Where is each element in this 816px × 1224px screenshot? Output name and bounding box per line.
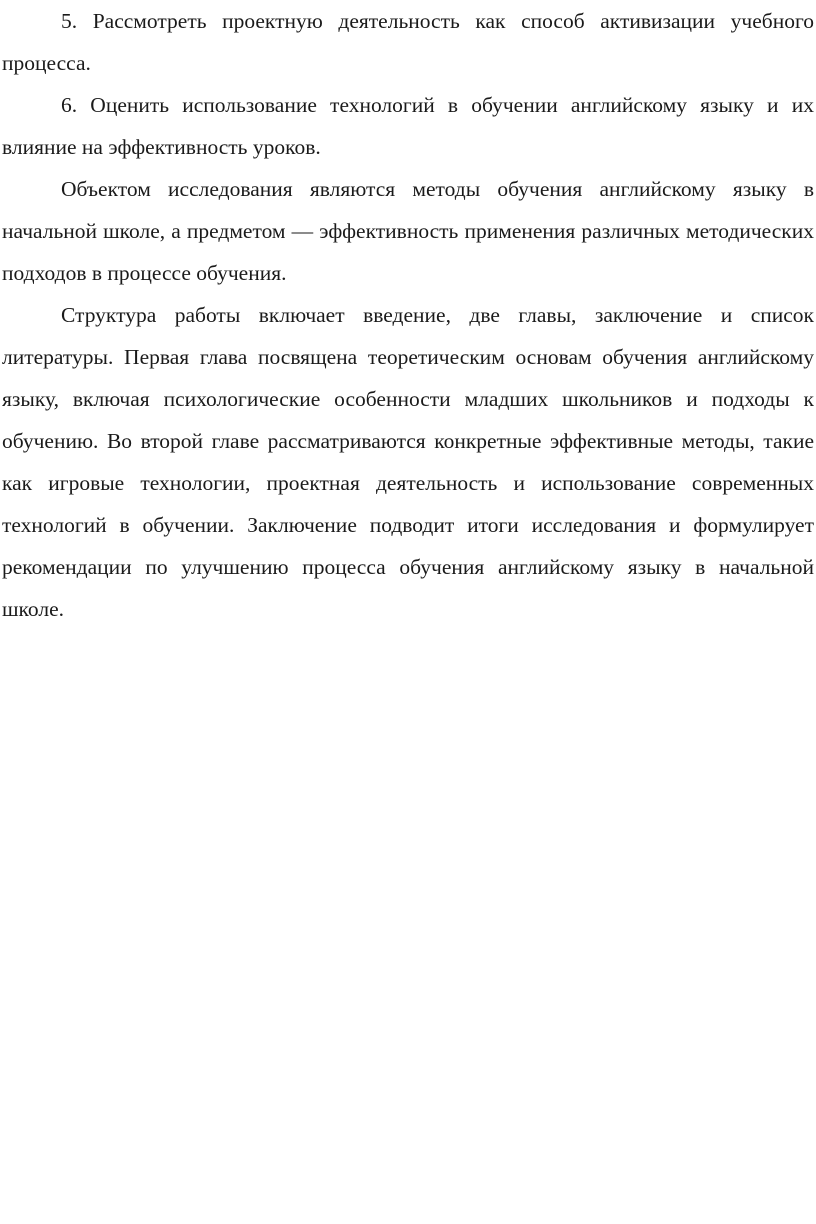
paragraph-structure: Структура работы включает введение, две главы, заключение и список литературы. Первая глава посвящена теоретическим основам обучения английскому языку, включая психологические особенности младших школьников и подходы к обучению. Во второй главе рассматриваются конкретные эффективные методы, такие как игровые технологии, проектная деятельность и использование современных технологий в обучении. Заключение подводит итоги исследования и формулирует рекомендации по улучшению процесса обучения английскому языку в начальной школе. xyxy=(2,303,814,621)
body-text xyxy=(2,0,814,630)
paragraph-object-subject: Объектом исследования являются методы обучения английскому языку в начальной школе, а предметом — эффективность применения различных методических подходов в процессе обучения. xyxy=(2,177,814,285)
paragraph-item-5: 5. Рассмотреть проектную деятельность как способ активизации учебного процесса. xyxy=(2,9,814,75)
paragraph-item-6: 6. Оценить использование технологий в обучении английскому языку и их влияние на эффективность уроков. xyxy=(2,93,814,159)
